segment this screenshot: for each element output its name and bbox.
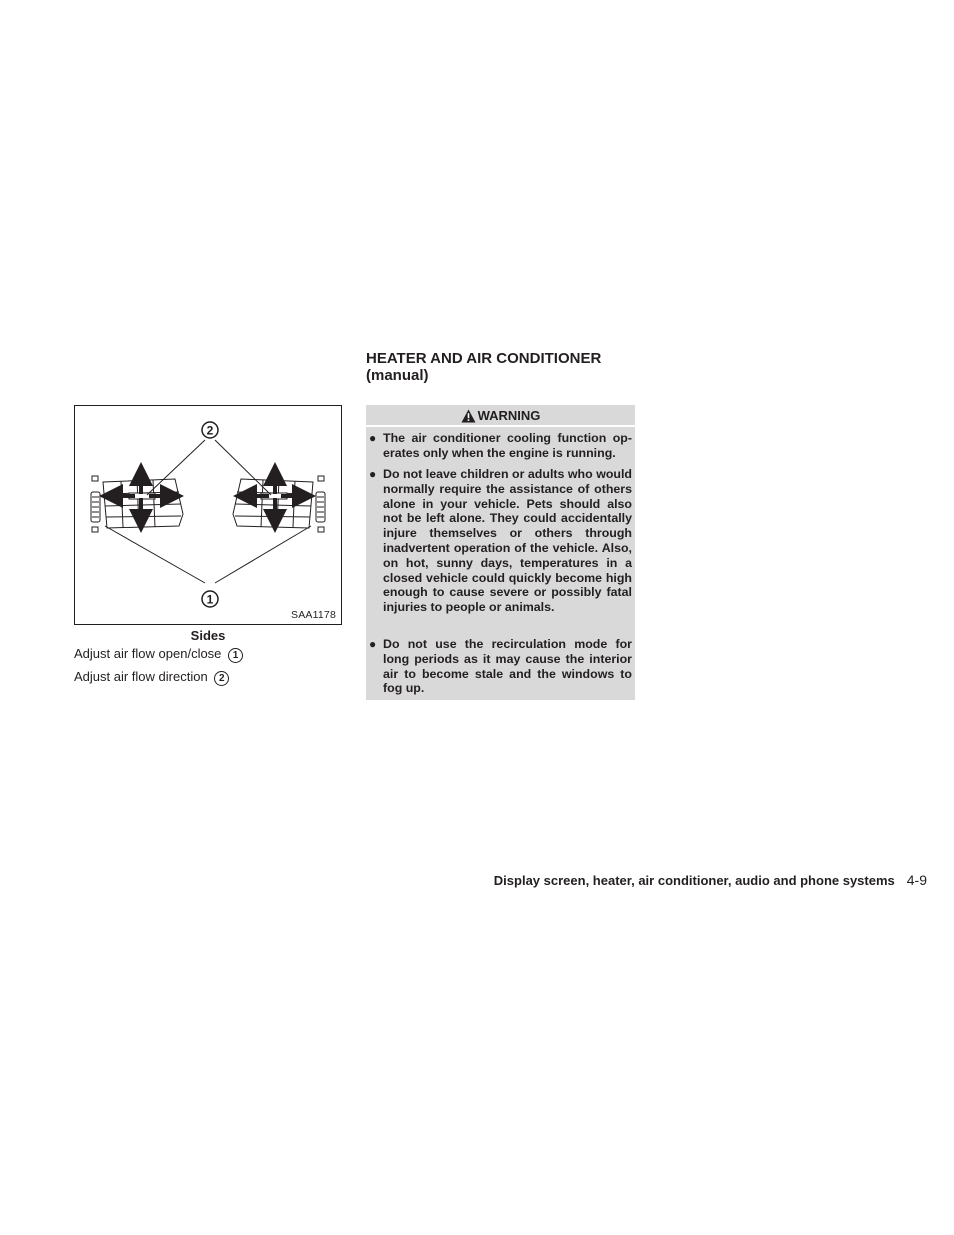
- page-footer: [494, 872, 927, 888]
- footer-section-title: Display screen, heater, air conditioner, audio and phone systems: [493, 873, 895, 888]
- warning-item: [369, 637, 632, 696]
- section-heading: HEATER AND AIR CONDITIONER: [366, 350, 602, 367]
- figure-caption: Sides: [190, 628, 226, 643]
- side-vents-diagram: [75, 406, 341, 624]
- adjust-open-close-text: Adjust air flow open/close: [74, 646, 222, 661]
- bullet-icon: ●: [369, 431, 377, 445]
- figure-code: SAA1178: [291, 609, 336, 621]
- callout-2-label: 2: [206, 423, 214, 438]
- callout-1-label: 1: [206, 592, 214, 607]
- bullet-icon: ●: [369, 637, 377, 651]
- callout-2: [202, 422, 218, 438]
- section-subheading: (manual): [366, 367, 429, 384]
- adjust-direction-line: [74, 669, 229, 686]
- adjust-direction-text: Adjust air flow direction: [74, 669, 208, 684]
- leader-lines: [105, 440, 311, 583]
- warning-item-text: Do not use the recirculation mode for long periods as it may cause the interior air to become stale and the windows to fog up.: [383, 637, 632, 696]
- warning-item-text: The air conditioner cooling function op-erates only when the engine is running.: [383, 431, 632, 460]
- warning-item: [369, 467, 632, 615]
- warning-triangle-icon: [461, 409, 476, 423]
- warning-header: [366, 405, 635, 427]
- adjust-open-close-line: [74, 646, 243, 663]
- vent-illustration: [74, 405, 342, 625]
- bullet-icon: ●: [369, 467, 377, 481]
- callout-1-ref: 1: [228, 648, 243, 663]
- right-vent: [233, 476, 325, 532]
- warning-item: [369, 431, 632, 461]
- callout-1: [202, 591, 218, 607]
- warning-item-text: Do not leave children or adults who would normally require the assistance of others alone in your vehicle. Pets should also not be left alone. They could accidentally injure themselves or others through inadvertent operation of the vehicle. Also, on hot, sunny days, temperatures in a closed vehicle could quickly become high enough to cause severe or possibly fatal injuries to people or animals.: [383, 467, 632, 615]
- callout-2-ref: 2: [214, 671, 229, 686]
- warning-label: WARNING: [477, 408, 541, 423]
- section-title: [366, 350, 601, 384]
- left-vent: [91, 476, 183, 532]
- page-number: 4-9: [906, 872, 927, 888]
- warning-box: [366, 405, 635, 700]
